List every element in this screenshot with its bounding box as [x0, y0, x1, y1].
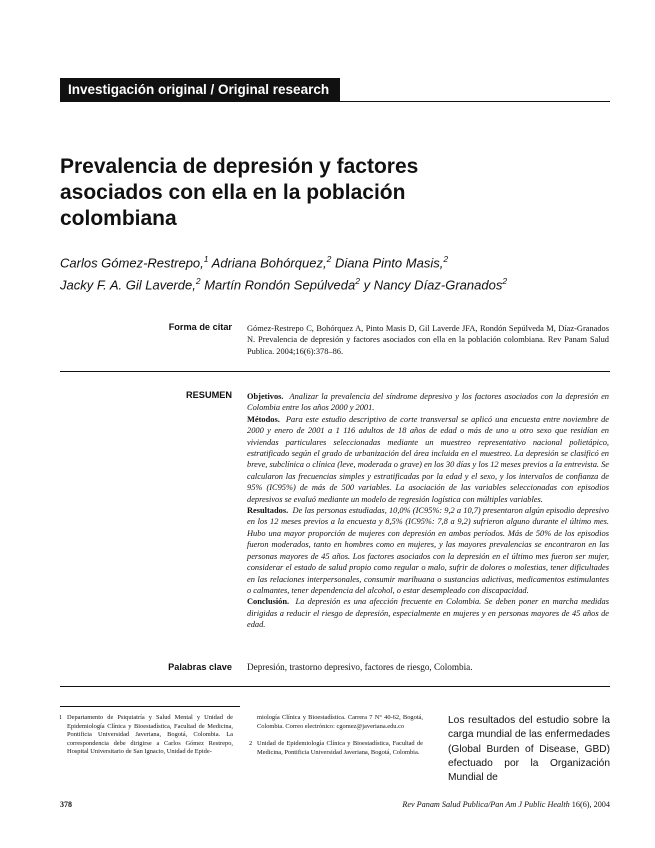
section-divider — [60, 686, 610, 687]
journal-name: Rev Panam Salud Publica/Pan Am J Public Health — [402, 800, 570, 809]
abstract-section-label: Conclusión. — [247, 597, 290, 607]
author-name: Carlos Gómez-Restrepo, — [60, 255, 204, 271]
author-affiliation-marker: 2 — [502, 276, 508, 287]
footnote-1-continued — [257, 714, 423, 731]
author-affiliation-marker: 2 — [443, 254, 449, 264]
author-affiliation-marker: 2 — [355, 276, 360, 287]
author-name: Jacky F. A. Gil Laverde, — [60, 277, 196, 293]
author-name: Diana Pinto Masis, — [334, 255, 444, 271]
footnote-number: 1 — [59, 714, 63, 721]
abstract-section-text: Para este estudio descriptivo de corte transversal se aplicó una encuesta entre noviembre de 2000 y enero de 2001 a 1 116 adultos de 18 años de edad o más de uno u otro sexo que residían en viviendas particulares seleccionadas mediante un muestreo representativo nacional polietápico, estratificado según el grado de urbanización del área incluida en el muestreo. La depresión se clasificó en breve, subclínica o clínica (leve, moderada o grave) en los 30 días y los 12 meses previos a la entrevista. Se calcularon las frecuencias simples y estratificadas por la edad y el sexo, y los intervalos de confianza de 95% (IC95%) de más de 500 variables. La asociación de las variables seleccionadas con episodios depresivos se evaluó mediante un modelo de regresión logística con múltiples variables. — [247, 414, 610, 504]
footnote-1 — [59, 714, 233, 757]
footnote-rule — [60, 706, 240, 707]
journal-issue: 16(6), 2004 — [571, 800, 610, 809]
abstract-section-text: Analizar la prevalencia del síndrome depresivo y los factores asociados con la depresión en Colombia entre los años 2000 y 2001. — [247, 392, 609, 413]
abstract-methods — [247, 414, 609, 505]
keywords-text: Depresión, trastorno depresivo, factores de riesgo, Colombia. — [247, 662, 473, 672]
body-text-start: Los resultados del estudio sobre la carga mundial de las enfermedades (Global Burden of Disease, GBD) efectuado por la Organización Mundial de — [448, 715, 610, 784]
abstract-label: RESUMEN — [186, 390, 232, 400]
abstract-section-text: De las personas estudiadas, 10,0% (IC95%: 9,2 a 10,7) presentaron algún episodio depresivo en los 12 meses previos a la encuesta y 8,5% (IC95%: 7,8 a 9,2) sufrieron alguno durante el último mes. Hubo una mayor proporción de mujeres con depresión en ambos períodos. Más de 50% de los episodios fueron moderados, tanto en hombres como en mujeres, y las mayores prevalencias se encontraron en las personas mayores de 45 años. Los factores asociados con la depresión en el último mes fueron ser mujer, considerar el estado de salud propio como regular o malo, sufrir de dolores o molestias, tener dificultades en las relaciones interpersonales, consumir marihuana o sustancias adictivas, medicamentos estimulantes o calmantes, tener dependencia del alcohol, o estar desempleado con discapacidad. — [247, 506, 609, 595]
banner-rule — [60, 101, 610, 102]
abstract-section-label: Objetivos. — [247, 392, 284, 401]
footnote-number: 2 — [249, 740, 253, 747]
keywords-label: Palabras clave — [168, 662, 232, 672]
author-name: y Nancy Díaz-Granados — [363, 277, 503, 293]
citation-text: Gómez-Restrepo C, Bohórquez A, Pinto Masis D, Gil Laverde JFA, Rondón Sepúlveda M, Díaz-Granados N. Prevalencia de depresión y factores asociados con ella en la población colombiana. Rev Panam Salud Publica. 2004;16(6):378–86. — [247, 324, 609, 356]
author-name: Martín Rondón Sepúlveda — [204, 277, 356, 293]
page-number: 378 — [60, 800, 72, 809]
abstract-objectives — [247, 391, 609, 414]
footnote-text: miología Clínica y Bioestadística. Carrera 7 N° 40-62, Bogotá, Colombia. Correo electrónico: cgomez@javeriana.edu.co — [257, 714, 423, 730]
author-affiliation-marker: 2 — [195, 276, 201, 287]
abstract-section-label: Resultados. — [247, 506, 289, 516]
abstract-section-label: Métodos. — [247, 414, 280, 424]
footnote-2 — [249, 740, 423, 757]
abstract-results — [247, 505, 609, 596]
author-name: Adriana Bohórquez, — [211, 255, 327, 271]
abstract-body — [247, 391, 609, 631]
article-title: Prevalencia de depresión y factores asociados con ella en la población colombiana — [60, 155, 419, 230]
footnote-text: Departamento de Psiquiatría y Salud Mental y Unidad de Epidemiología Clínica y Bioestadística, Facultad de Medicina, Pontificia Universidad Javeriana, Bogotá, Colombia. La correspondencia debe dirigirse a Carlos Gómez Restrepo, Hospital Universitario de San Ignacio, Unidad de Epide- — [67, 714, 233, 756]
author-affiliation-marker: 2 — [326, 254, 332, 264]
author-affiliation-marker: 1 — [203, 254, 209, 264]
section-divider — [60, 371, 610, 372]
author-list — [60, 250, 620, 295]
abstract-section-text: La depresión es una afección frecuente en Colombia. Se deben poner en marcha medidas dirigidas a reducir el riesgo de depresión, especialmente en mujeres y en personas mayores de 45 años de edad. — [247, 597, 610, 630]
footnote-text: Unidad de Epidemiología Clínica y Bioestadística, Facultad de Medicina, Pontificia Universidad Javeriana, Bogotá, Colombia. — [257, 740, 423, 756]
abstract-conclusion — [247, 596, 609, 630]
journal-citation-footer — [402, 800, 610, 809]
section-banner: Investigación original / Original research — [60, 78, 340, 102]
citation-label: Forma de citar — [168, 322, 232, 332]
